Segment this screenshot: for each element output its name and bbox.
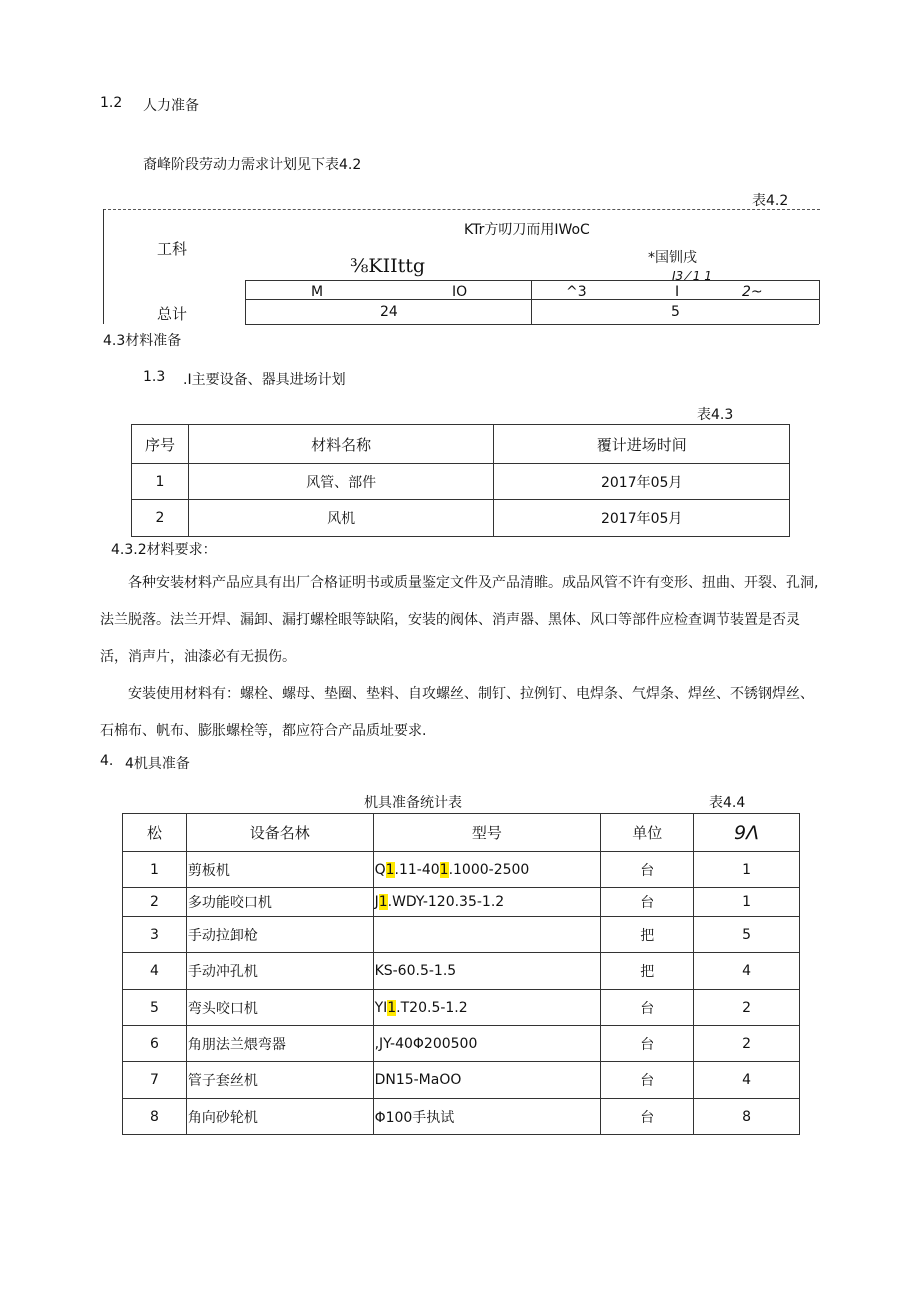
table-row — [123, 1062, 800, 1099]
table-4-3-cell: 风机 — [188, 500, 494, 537]
table-4-2-line-1 — [245, 280, 819, 281]
table-4-2-col-worktype: 工科 — [157, 240, 188, 258]
table-4-4-cell-model — [373, 1099, 601, 1135]
table-4-3-cell: 2017年05月 — [494, 500, 790, 537]
table-4-4-cell-unit: 把 — [601, 953, 694, 990]
section-1-2-number: 1.2 — [100, 95, 123, 111]
model-segment: YI — [374, 999, 388, 1016]
table-4-4-cell-name: 手动拉卸枪 — [186, 917, 373, 953]
table-4-2-label: 表4.2 — [752, 193, 789, 209]
table-4-2-r1-c1: M — [311, 284, 324, 300]
table-4-4-cell-unit: 台 — [601, 852, 694, 888]
section-4-4-title: 4机具准备 — [125, 756, 190, 772]
table-4-4-cell-unit: 台 — [601, 1099, 694, 1135]
table-4-4-cell-qty: 2 — [694, 1026, 800, 1062]
table-4-3-header-date: 覆计进场时间 — [494, 425, 790, 464]
table-row — [123, 990, 800, 1026]
table-4-4-cell-name: 剪板机 — [186, 852, 373, 888]
section-1-3-number: 1.3 — [143, 369, 166, 385]
table-4-4-cell-no: 4 — [123, 953, 187, 990]
section-1-2-title: 人力准备 — [143, 98, 199, 114]
table-4-2-line-3 — [245, 324, 819, 325]
model-segment: Q — [374, 861, 386, 878]
table-4-4-header-model: 型号 — [373, 814, 601, 852]
table-4-3-cell: 2017年05月 — [494, 464, 790, 500]
section-4-3-title: 4.3材料准备 — [103, 333, 182, 349]
table-4-3-header-material: 材料名称 — [188, 425, 494, 464]
model-segment: 1 — [439, 861, 449, 878]
model-segment: 1 — [385, 861, 395, 878]
table-row — [123, 852, 800, 888]
table-4-4-cell-name: 角向砂轮机 — [186, 1099, 373, 1135]
table-4-4-cell-qty: 1 — [694, 888, 800, 917]
section-4-4-number: 4. — [100, 753, 114, 769]
table-4-2-subhead-right: *国钏戌 — [648, 250, 697, 266]
table-4-4-cell-name: 多功能咬口机 — [186, 888, 373, 917]
section-4-3-2-title: 4.3.2材料要求： — [111, 542, 217, 558]
model-segment: .1000-2500 — [448, 861, 530, 878]
table-4-4-cell-model — [373, 990, 601, 1026]
table-4-4-header-unit: 单位 — [601, 814, 694, 852]
table-4-4-label: 表4.4 — [709, 795, 746, 811]
model-segment: DN15-MaOO — [374, 1072, 462, 1088]
table-4-2-r1-c2: IO — [452, 284, 468, 300]
table-4-4-cell-qty: 4 — [694, 1062, 800, 1099]
table-4-4-cell-model — [373, 1026, 601, 1062]
table-4-2-divider-a — [245, 280, 246, 324]
table-4-2-header: KTr方叨刀而用IWoC — [464, 222, 590, 238]
table-4-4-header-qty: 9Λ — [694, 814, 800, 852]
table-4-3-cell: 1 — [132, 464, 189, 500]
table-4-2-left-border — [103, 209, 104, 324]
table-row — [123, 953, 800, 990]
table-4-4-header-no: 松 — [123, 814, 187, 852]
model-segment: 1 — [387, 999, 397, 1016]
table-4-2-r1-c3: ^3 — [566, 284, 587, 300]
table-4-2-divider-c — [819, 280, 820, 324]
table-4-4-cell-model — [373, 917, 601, 953]
table-4-4-cell-qty: 8 — [694, 1099, 800, 1135]
table-4-4-cell-name: 弯头咬口机 — [186, 990, 373, 1026]
table-4-4-cell-name: 管子套丝机 — [186, 1062, 373, 1099]
table-4-4-cell-unit: 台 — [601, 1026, 694, 1062]
table-4-4-title: 机具准备统计表 — [364, 795, 462, 811]
table-4-2-r1-c4: I — [675, 284, 680, 300]
table-4-4-cell-no: 7 — [123, 1062, 187, 1099]
table-4-4-cell-no: 5 — [123, 990, 187, 1026]
model-segment: .T20.5-1.2 — [396, 999, 468, 1016]
table-4-4-cell-qty: 4 — [694, 953, 800, 990]
table-4-2-top-border — [103, 209, 820, 210]
table-4-4-cell-name: 手动冲孔机 — [186, 953, 373, 990]
table-4-4-header-name: 设备名林 — [186, 814, 373, 852]
table-4-4 — [122, 813, 800, 1135]
table-4-4-cell-unit: 台 — [601, 1062, 694, 1099]
model-segment: J — [374, 894, 379, 910]
table-4-2-subhead-right-extra: I3 ⁄ 1 1 — [672, 269, 712, 283]
table-4-4-cell-model — [373, 1062, 601, 1099]
table-4-4-cell-model — [373, 852, 601, 888]
table-4-4-cell-name: 角朋法兰煨弯器 — [186, 1026, 373, 1062]
table-4-4-cell-no: 6 — [123, 1026, 187, 1062]
table-4-3 — [131, 424, 790, 537]
table-4-4-cell-qty: 5 — [694, 917, 800, 953]
table-4-2-total-value-1: 24 — [380, 304, 398, 320]
table-row — [123, 917, 800, 953]
model-segment: ,JY-40Φ200500 — [374, 1035, 478, 1052]
table-4-3-cell: 2 — [132, 500, 189, 537]
model-segment: KS-60.5-1.5 — [374, 963, 457, 979]
table-row — [132, 500, 790, 537]
table-4-4-cell-unit: 台 — [601, 888, 694, 917]
table-4-2-total-label: 总计 — [157, 305, 188, 323]
table-4-2-r1-c5: 2~ — [742, 284, 763, 300]
model-segment: 1 — [378, 894, 388, 910]
table-4-4-cell-model — [373, 888, 601, 917]
table-4-4-body — [123, 852, 800, 1135]
table-4-2-total-value-2: 5 — [671, 304, 680, 320]
labor-plan-intro: 裔峰阶段劳动力需求计划见下表4.2 — [143, 157, 362, 173]
table-row — [123, 1026, 800, 1062]
table-4-4-cell-qty: 1 — [694, 852, 800, 888]
model-segment: .WDY-120.35-1.2 — [387, 894, 505, 910]
table-4-4-cell-model — [373, 953, 601, 990]
table-4-4-cell-unit: 台 — [601, 990, 694, 1026]
table-4-3-cell: 风管、部件 — [188, 464, 494, 500]
table-4-2-divider-b — [531, 280, 532, 324]
model-segment: Φ100手执试 — [374, 1109, 455, 1126]
material-requirements-paragraph: 各种安装材料产品应具有出厂合格证明书或质量鉴定文件及产品清睢。成品风管不许有变形、扭曲、开裂、孔洞,法兰脱落。法兰开焊、漏卸、漏打螺栓眼等缺陷，安装的阀体、消声器、黑体、风口等部件应检查调节装置是否灵活，消声片，油漆必有无损伤。 — [100, 575, 819, 665]
table-4-4-cell-no: 8 — [123, 1099, 187, 1135]
table-4-4-cell-unit: 把 — [601, 917, 694, 953]
table-4-3-label: 表4.3 — [697, 407, 734, 423]
model-segment: .11-40 — [394, 861, 440, 878]
table-4-3-header-no: 序号 — [132, 425, 189, 464]
table-4-4-cell-no: 3 — [123, 917, 187, 953]
table-row — [132, 464, 790, 500]
table-row — [123, 888, 800, 917]
table-4-4-cell-qty: 2 — [694, 990, 800, 1026]
table-4-4-cell-no: 1 — [123, 852, 187, 888]
table-4-2-line-2 — [245, 299, 819, 300]
table-4-2-subhead-left: ⅜KIIttg — [350, 255, 426, 277]
section-1-3-title: .I主要设备、器具进场计划 — [183, 372, 346, 388]
materials-used-paragraph: 安装使用材料有：螺栓、螺母、垫圈、垫料、自攻螺丝、制钉、拉例钉、电焊条、气焊条、焊丝、不锈钢焊丝、石棉布、帆布、膨胀螺栓等，都应符合产品质址要求. — [100, 686, 814, 739]
table-4-4-cell-no: 2 — [123, 888, 187, 917]
table-row — [123, 1099, 800, 1135]
